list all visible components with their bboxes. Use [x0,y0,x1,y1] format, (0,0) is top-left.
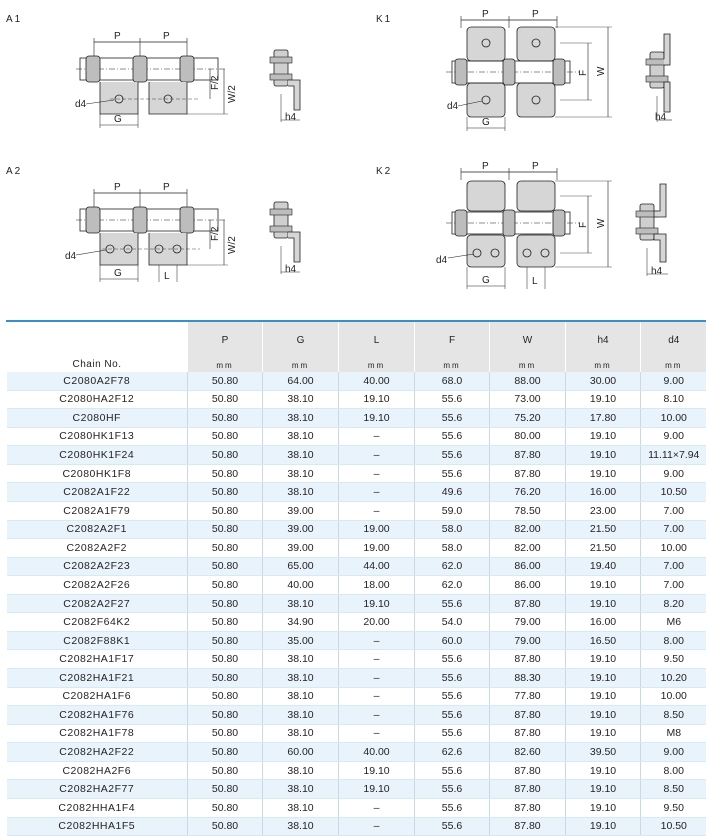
cell-chain-no: C2082HA1F76 [7,706,188,725]
cell-f: 54.0 [415,613,490,632]
cell-p: 50.80 [188,817,263,836]
a1-p-dim-1: P [114,31,121,42]
cell-w: 77.80 [490,687,566,706]
cell-f: 55.6 [415,464,490,483]
cell-chain-no: C2080HK1F24 [7,446,188,465]
table-row [7,483,706,502]
cell-w: 87.80 [490,817,566,836]
cell-g: 38.10 [263,817,339,836]
cell-l: – [339,724,415,743]
a1-h4-dim: h4 [285,112,297,123]
cell-w: 86.00 [490,557,566,576]
table-row [7,761,706,780]
table-row [7,390,706,409]
table-row [7,464,706,483]
cell-l: 19.00 [339,539,415,558]
cell-d4: 10.20 [641,669,706,688]
table-row [7,594,706,613]
cell-f: 49.6 [415,483,490,502]
cell-chain-no: C2082HHA1F4 [7,798,188,817]
cell-l: 40.00 [339,372,415,390]
cell-f: 58.0 [415,539,490,558]
k2-d4-dim: d4 [436,255,448,266]
cell-h4: 19.10 [566,650,641,669]
table-row [7,724,706,743]
cell-f: 55.6 [415,446,490,465]
cell-g: 38.10 [263,706,339,725]
a2-d4-dim: d4 [65,251,77,262]
cell-chain-no: C2082HA2F77 [7,780,188,799]
cell-h4: 19.10 [566,817,641,836]
cell-h4: 16.50 [566,631,641,650]
table-row [7,743,706,762]
cell-w: 87.80 [490,761,566,780]
k2-w-dim: W [596,218,607,228]
a2-f-dim: F/2 [210,226,221,241]
cell-p: 50.80 [188,446,263,465]
col-header-g: G [263,321,339,358]
cell-p: 50.80 [188,557,263,576]
table-row [7,372,706,390]
cell-g: 38.10 [263,409,339,428]
cell-p: 50.80 [188,576,263,595]
cell-l: 40.00 [339,743,415,762]
cell-g: 39.00 [263,520,339,539]
diagram-k2-label: K2 [376,166,392,177]
cell-h4: 19.10 [566,446,641,465]
cell-w: 82.00 [490,520,566,539]
cell-g: 38.10 [263,427,339,446]
cell-w: 75.20 [490,409,566,428]
cell-p: 50.80 [188,669,263,688]
k2-g-dim: G [482,275,490,286]
diagram-a2 [6,166,300,282]
a1-p-dim-2: P [163,31,170,42]
unit-p: mm [188,358,263,372]
col-header-h4: h4 [566,321,641,358]
cell-h4: 19.10 [566,390,641,409]
cell-w: 87.80 [490,798,566,817]
cell-d4: M6 [641,613,706,632]
unit-l: mm [339,358,415,372]
table-row [7,409,706,428]
cell-l: – [339,427,415,446]
cell-f: 59.0 [415,501,490,520]
table-row [7,427,706,446]
cell-chain-no: C2082HA2F22 [7,743,188,762]
cell-h4: 21.50 [566,520,641,539]
cell-f: 68.0 [415,372,490,390]
cell-w: 87.80 [490,706,566,725]
cell-d4: 7.00 [641,557,706,576]
a2-p-dim-2: P [163,182,170,193]
cell-d4: 10.00 [641,539,706,558]
cell-w: 86.00 [490,576,566,595]
cell-f: 55.6 [415,706,490,725]
cell-f: 55.6 [415,390,490,409]
cell-h4: 19.10 [566,761,641,780]
cell-d4: 10.00 [641,409,706,428]
unit-d4: mm [641,358,706,372]
k2-p-dim-1: P [482,161,489,172]
cell-g: 39.00 [263,539,339,558]
cell-h4: 19.10 [566,576,641,595]
cell-f: 55.6 [415,761,490,780]
cell-h4: 19.10 [566,706,641,725]
cell-w: 80.00 [490,427,566,446]
cell-d4: 10.50 [641,483,706,502]
k1-p-dim-2: P [532,9,539,20]
cell-h4: 30.00 [566,372,641,390]
col-header-chain-no: Chain No. [7,321,188,372]
cell-l: 19.10 [339,390,415,409]
cell-g: 38.10 [263,798,339,817]
diagram-a1-label: A1 [6,14,22,25]
cell-chain-no: C2082A2F2 [7,539,188,558]
k2-p-dim-2: P [532,161,539,172]
cell-w: 88.30 [490,669,566,688]
cell-p: 50.80 [188,390,263,409]
cell-d4: 9.00 [641,743,706,762]
cell-p: 50.80 [188,798,263,817]
cell-f: 55.6 [415,780,490,799]
unit-g: mm [263,358,339,372]
cell-l: – [339,501,415,520]
cell-f: 55.6 [415,650,490,669]
cell-w: 88.00 [490,372,566,390]
table-row [7,706,706,725]
diagram-k2 [376,161,668,289]
cell-f: 55.6 [415,409,490,428]
cell-chain-no: C2080HF [7,409,188,428]
cell-chain-no: C2080A2F78 [7,372,188,390]
cell-l: – [339,706,415,725]
cell-h4: 16.00 [566,483,641,502]
a1-g-dim: G [114,114,122,125]
cell-h4: 19.10 [566,780,641,799]
a1-w-dim: W/2 [227,85,238,103]
cell-p: 50.80 [188,631,263,650]
a2-l-dim: L [164,271,170,282]
cell-p: 50.80 [188,650,263,669]
unit-f: mm [415,358,490,372]
cell-h4: 19.10 [566,464,641,483]
col-header-f: F [415,321,490,358]
cell-l: 19.10 [339,594,415,613]
cell-h4: 21.50 [566,539,641,558]
col-header-p: P [188,321,263,358]
diagram-a1 [6,14,300,128]
cell-chain-no: C2082HA1F78 [7,724,188,743]
a1-f-dim: F/2 [210,75,221,90]
unit-h4: mm [566,358,641,372]
cell-d4: 8.10 [641,390,706,409]
a2-h4-dim: h4 [285,264,297,275]
cell-d4: 7.00 [641,520,706,539]
cell-g: 38.10 [263,761,339,780]
table-row [7,613,706,632]
cell-f: 55.6 [415,817,490,836]
cell-p: 50.80 [188,464,263,483]
cell-d4: 10.50 [641,817,706,836]
col-header-w: W [490,321,566,358]
cell-l: 19.10 [339,761,415,780]
cell-chain-no: C2082A1F79 [7,501,188,520]
cell-w: 79.00 [490,613,566,632]
diagram-k1-label: K1 [376,14,392,25]
cell-w: 87.80 [490,780,566,799]
cell-l: – [339,817,415,836]
cell-l: – [339,669,415,688]
col-header-l: L [339,321,415,358]
cell-chain-no: C2082F64K2 [7,613,188,632]
cell-g: 64.00 [263,372,339,390]
cell-chain-no: C2080HK1F13 [7,427,188,446]
k2-l-dim: L [532,276,538,287]
table-row [7,650,706,669]
cell-g: 38.10 [263,724,339,743]
cell-f: 55.6 [415,427,490,446]
cell-d4: 9.00 [641,372,706,390]
cell-h4: 16.00 [566,613,641,632]
cell-chain-no: C2082A2F23 [7,557,188,576]
cell-f: 62.6 [415,743,490,762]
cell-d4: 9.00 [641,464,706,483]
cell-chain-no: C2082HA1F17 [7,650,188,669]
cell-d4: 7.00 [641,501,706,520]
diagram-a2-label: A2 [6,166,22,177]
cell-chain-no: C2082F88K1 [7,631,188,650]
k2-f-dim: F [578,222,589,228]
cell-l: – [339,631,415,650]
a2-g-dim: G [114,268,122,279]
cell-w: 87.80 [490,650,566,669]
cell-w: 87.80 [490,594,566,613]
cell-p: 50.80 [188,743,263,762]
a2-p-dim-1: P [114,182,121,193]
cell-f: 60.0 [415,631,490,650]
cell-d4: 11.11×7.94 [641,446,706,465]
cell-w: 79.00 [490,631,566,650]
cell-d4: 8.50 [641,780,706,799]
cell-h4: 19.10 [566,427,641,446]
a1-d4-dim: d4 [75,99,87,110]
cell-w: 87.80 [490,446,566,465]
a2-w-dim: W/2 [227,236,238,254]
table-row [7,576,706,595]
table-row [7,817,706,836]
cell-h4: 23.00 [566,501,641,520]
k1-w-dim: W [596,66,607,76]
cell-d4: 9.00 [641,427,706,446]
table-row [7,557,706,576]
cell-h4: 19.10 [566,687,641,706]
cell-chain-no: C2082HA2F6 [7,761,188,780]
cell-l: – [339,446,415,465]
cell-p: 50.80 [188,761,263,780]
cell-g: 39.00 [263,501,339,520]
cell-p: 50.80 [188,409,263,428]
cell-d4: 10.00 [641,687,706,706]
table-row [7,798,706,817]
cell-p: 50.80 [188,594,263,613]
cell-l: – [339,687,415,706]
cell-h4: 19.10 [566,724,641,743]
cell-p: 50.80 [188,724,263,743]
cell-chain-no: C2082A2F27 [7,594,188,613]
cell-p: 50.80 [188,520,263,539]
diagram-area [0,0,706,320]
cell-l: 44.00 [339,557,415,576]
table-row [7,669,706,688]
cell-f: 58.0 [415,520,490,539]
cell-l: – [339,464,415,483]
cell-p: 50.80 [188,780,263,799]
cell-w: 82.00 [490,539,566,558]
k1-h4-dim: h4 [655,112,667,123]
cell-f: 55.6 [415,724,490,743]
cell-g: 38.10 [263,464,339,483]
cell-w: 73.00 [490,390,566,409]
cell-f: 55.6 [415,669,490,688]
cell-g: 35.00 [263,631,339,650]
k2-h4-dim: h4 [651,266,663,277]
cell-g: 38.10 [263,390,339,409]
cell-f: 55.6 [415,687,490,706]
cell-g: 38.10 [263,594,339,613]
col-header-d4: d4 [641,321,706,358]
cell-p: 50.80 [188,687,263,706]
cell-f: 62.0 [415,557,490,576]
cell-g: 38.10 [263,669,339,688]
cell-l: – [339,650,415,669]
cell-p: 50.80 [188,539,263,558]
cell-p: 50.80 [188,372,263,390]
cell-l: 19.10 [339,409,415,428]
cell-f: 55.6 [415,594,490,613]
cell-p: 50.80 [188,483,263,502]
cell-g: 38.10 [263,446,339,465]
cell-w: 82.60 [490,743,566,762]
cell-chain-no: C2082HA1F6 [7,687,188,706]
k1-d4-dim: d4 [447,101,459,112]
cell-f: 55.6 [415,798,490,817]
cell-h4: 19.40 [566,557,641,576]
cell-f: 62.0 [415,576,490,595]
table-row [7,520,706,539]
table-header-row [7,321,706,358]
cell-w: 87.80 [490,724,566,743]
cell-l: – [339,483,415,502]
cell-d4: 8.00 [641,631,706,650]
cell-d4: M8 [641,724,706,743]
cell-l: – [339,798,415,817]
cell-h4: 17.80 [566,409,641,428]
cell-p: 50.80 [188,706,263,725]
cell-p: 50.80 [188,501,263,520]
cell-p: 50.80 [188,613,263,632]
cell-g: 40.00 [263,576,339,595]
k1-p-dim-1: P [482,9,489,20]
k1-f-dim: F [578,70,589,76]
table-row [7,501,706,520]
k1-g-dim: G [482,117,490,128]
table-row [7,539,706,558]
table-row [7,687,706,706]
cell-chain-no: C2082A2F1 [7,520,188,539]
cell-g: 38.10 [263,650,339,669]
cell-w: 76.20 [490,483,566,502]
attachment-diagrams [0,0,706,320]
cell-d4: 8.20 [641,594,706,613]
diagram-k1 [376,9,672,131]
cell-p: 50.80 [188,427,263,446]
cell-d4: 8.00 [641,761,706,780]
table-body [7,372,706,836]
cell-d4: 9.50 [641,798,706,817]
cell-g: 38.10 [263,483,339,502]
cell-w: 78.50 [490,501,566,520]
cell-chain-no: C2080HA2F12 [7,390,188,409]
table-row [7,631,706,650]
cell-chain-no: C2082HHA1F5 [7,817,188,836]
cell-h4: 19.10 [566,669,641,688]
cell-chain-no: C2080HK1F8 [7,464,188,483]
cell-g: 65.00 [263,557,339,576]
cell-w: 87.80 [490,464,566,483]
table-row [7,446,706,465]
cell-h4: 19.10 [566,594,641,613]
cell-l: 19.10 [339,780,415,799]
cell-chain-no: C2082A1F22 [7,483,188,502]
cell-d4: 8.50 [641,706,706,725]
table-row [7,780,706,799]
cell-l: 19.00 [339,520,415,539]
cell-l: 18.00 [339,576,415,595]
cell-g: 38.10 [263,687,339,706]
chain-spec-table [6,320,706,836]
cell-d4: 7.00 [641,576,706,595]
cell-h4: 19.10 [566,798,641,817]
cell-g: 60.00 [263,743,339,762]
cell-g: 34.90 [263,613,339,632]
cell-h4: 39.50 [566,743,641,762]
cell-d4: 9.50 [641,650,706,669]
unit-w: mm [490,358,566,372]
cell-l: 20.00 [339,613,415,632]
cell-chain-no: C2082HA1F21 [7,669,188,688]
cell-g: 38.10 [263,780,339,799]
cell-chain-no: C2082A2F26 [7,576,188,595]
